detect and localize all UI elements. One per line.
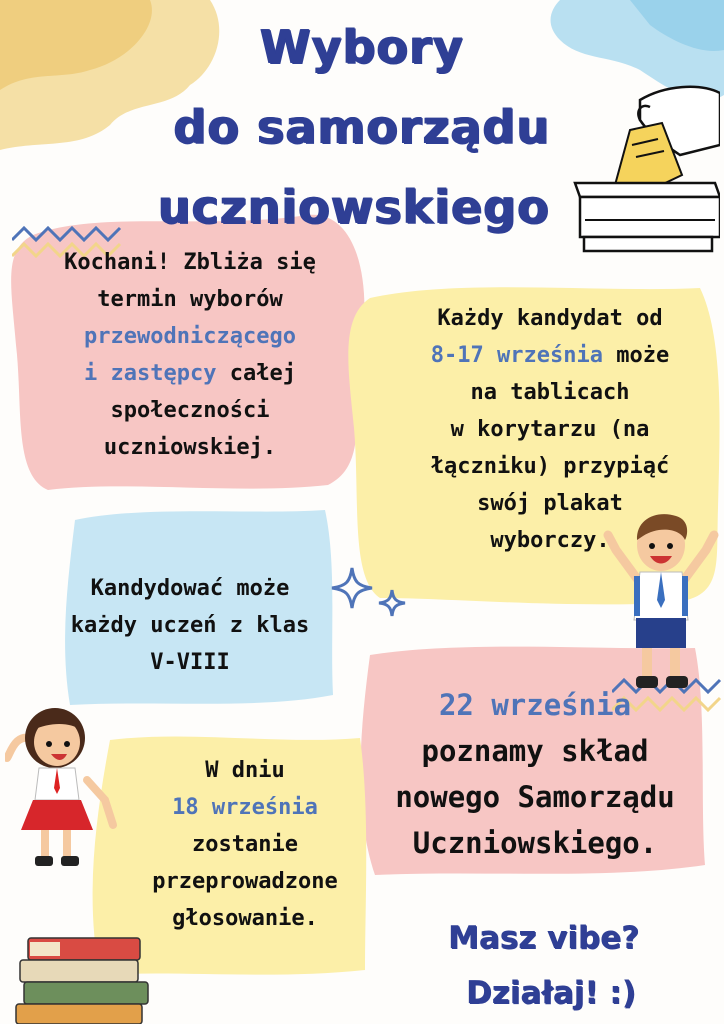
eligibility-block (50, 570, 330, 681)
title-line-2: do samorządu (173, 100, 551, 154)
announcement-block (40, 244, 340, 466)
text-line: i zastępcy całej (84, 361, 296, 386)
text-line: wyborczy. (490, 528, 610, 553)
text-line: Każdy kandydat od (437, 306, 663, 331)
highlight-text: przewodniczącego (84, 324, 296, 349)
text-line: Kochani! Zbliża się (64, 250, 316, 275)
text-line: poznamy skład (421, 734, 649, 768)
text-line: przeprowadzone (152, 869, 338, 894)
text-line: nowego Samorządu (395, 780, 675, 814)
text-line: społeczności (110, 398, 270, 423)
text-line: W dniu (205, 758, 285, 783)
text-line: swój plakat (477, 491, 623, 516)
highlight-text: 22 września (438, 688, 632, 722)
girl-cheering-icon (5, 700, 125, 880)
text-line: Kandydować może (90, 576, 290, 601)
text-line: termin wyborów (97, 287, 283, 312)
title-line-1: Wybory (260, 20, 464, 74)
results-block (360, 682, 710, 866)
text-line: Uczniowskiego. (412, 826, 658, 860)
text-line: głosowanie. (172, 906, 318, 931)
highlight-text: i zastępcy (84, 361, 217, 386)
text-line: V-VIII (150, 650, 230, 675)
title-line-3: uczniowskiego (158, 180, 550, 234)
highlight-text: 8-17 września (430, 343, 603, 368)
book-stack-icon (10, 930, 150, 1024)
text-line: zostanie (192, 832, 298, 857)
text-line: na tablicach (470, 380, 630, 405)
cta-line-1: Masz vibe? (448, 920, 640, 956)
sparkle-icon (330, 562, 410, 624)
text-line: 8-17 września może (430, 343, 670, 368)
cta-line-2: Działaj! :) (466, 975, 636, 1011)
text-line: łączniku) przypiąć (430, 454, 670, 479)
text-line: w korytarzu (na (450, 417, 650, 442)
text-line: każdy uczeń z klas (70, 613, 310, 638)
highlight-text: 18 września (172, 795, 318, 820)
text-line: uczniowskiej. (103, 435, 277, 460)
boy-cheering-icon (598, 510, 724, 700)
voting-day-block (110, 752, 380, 937)
